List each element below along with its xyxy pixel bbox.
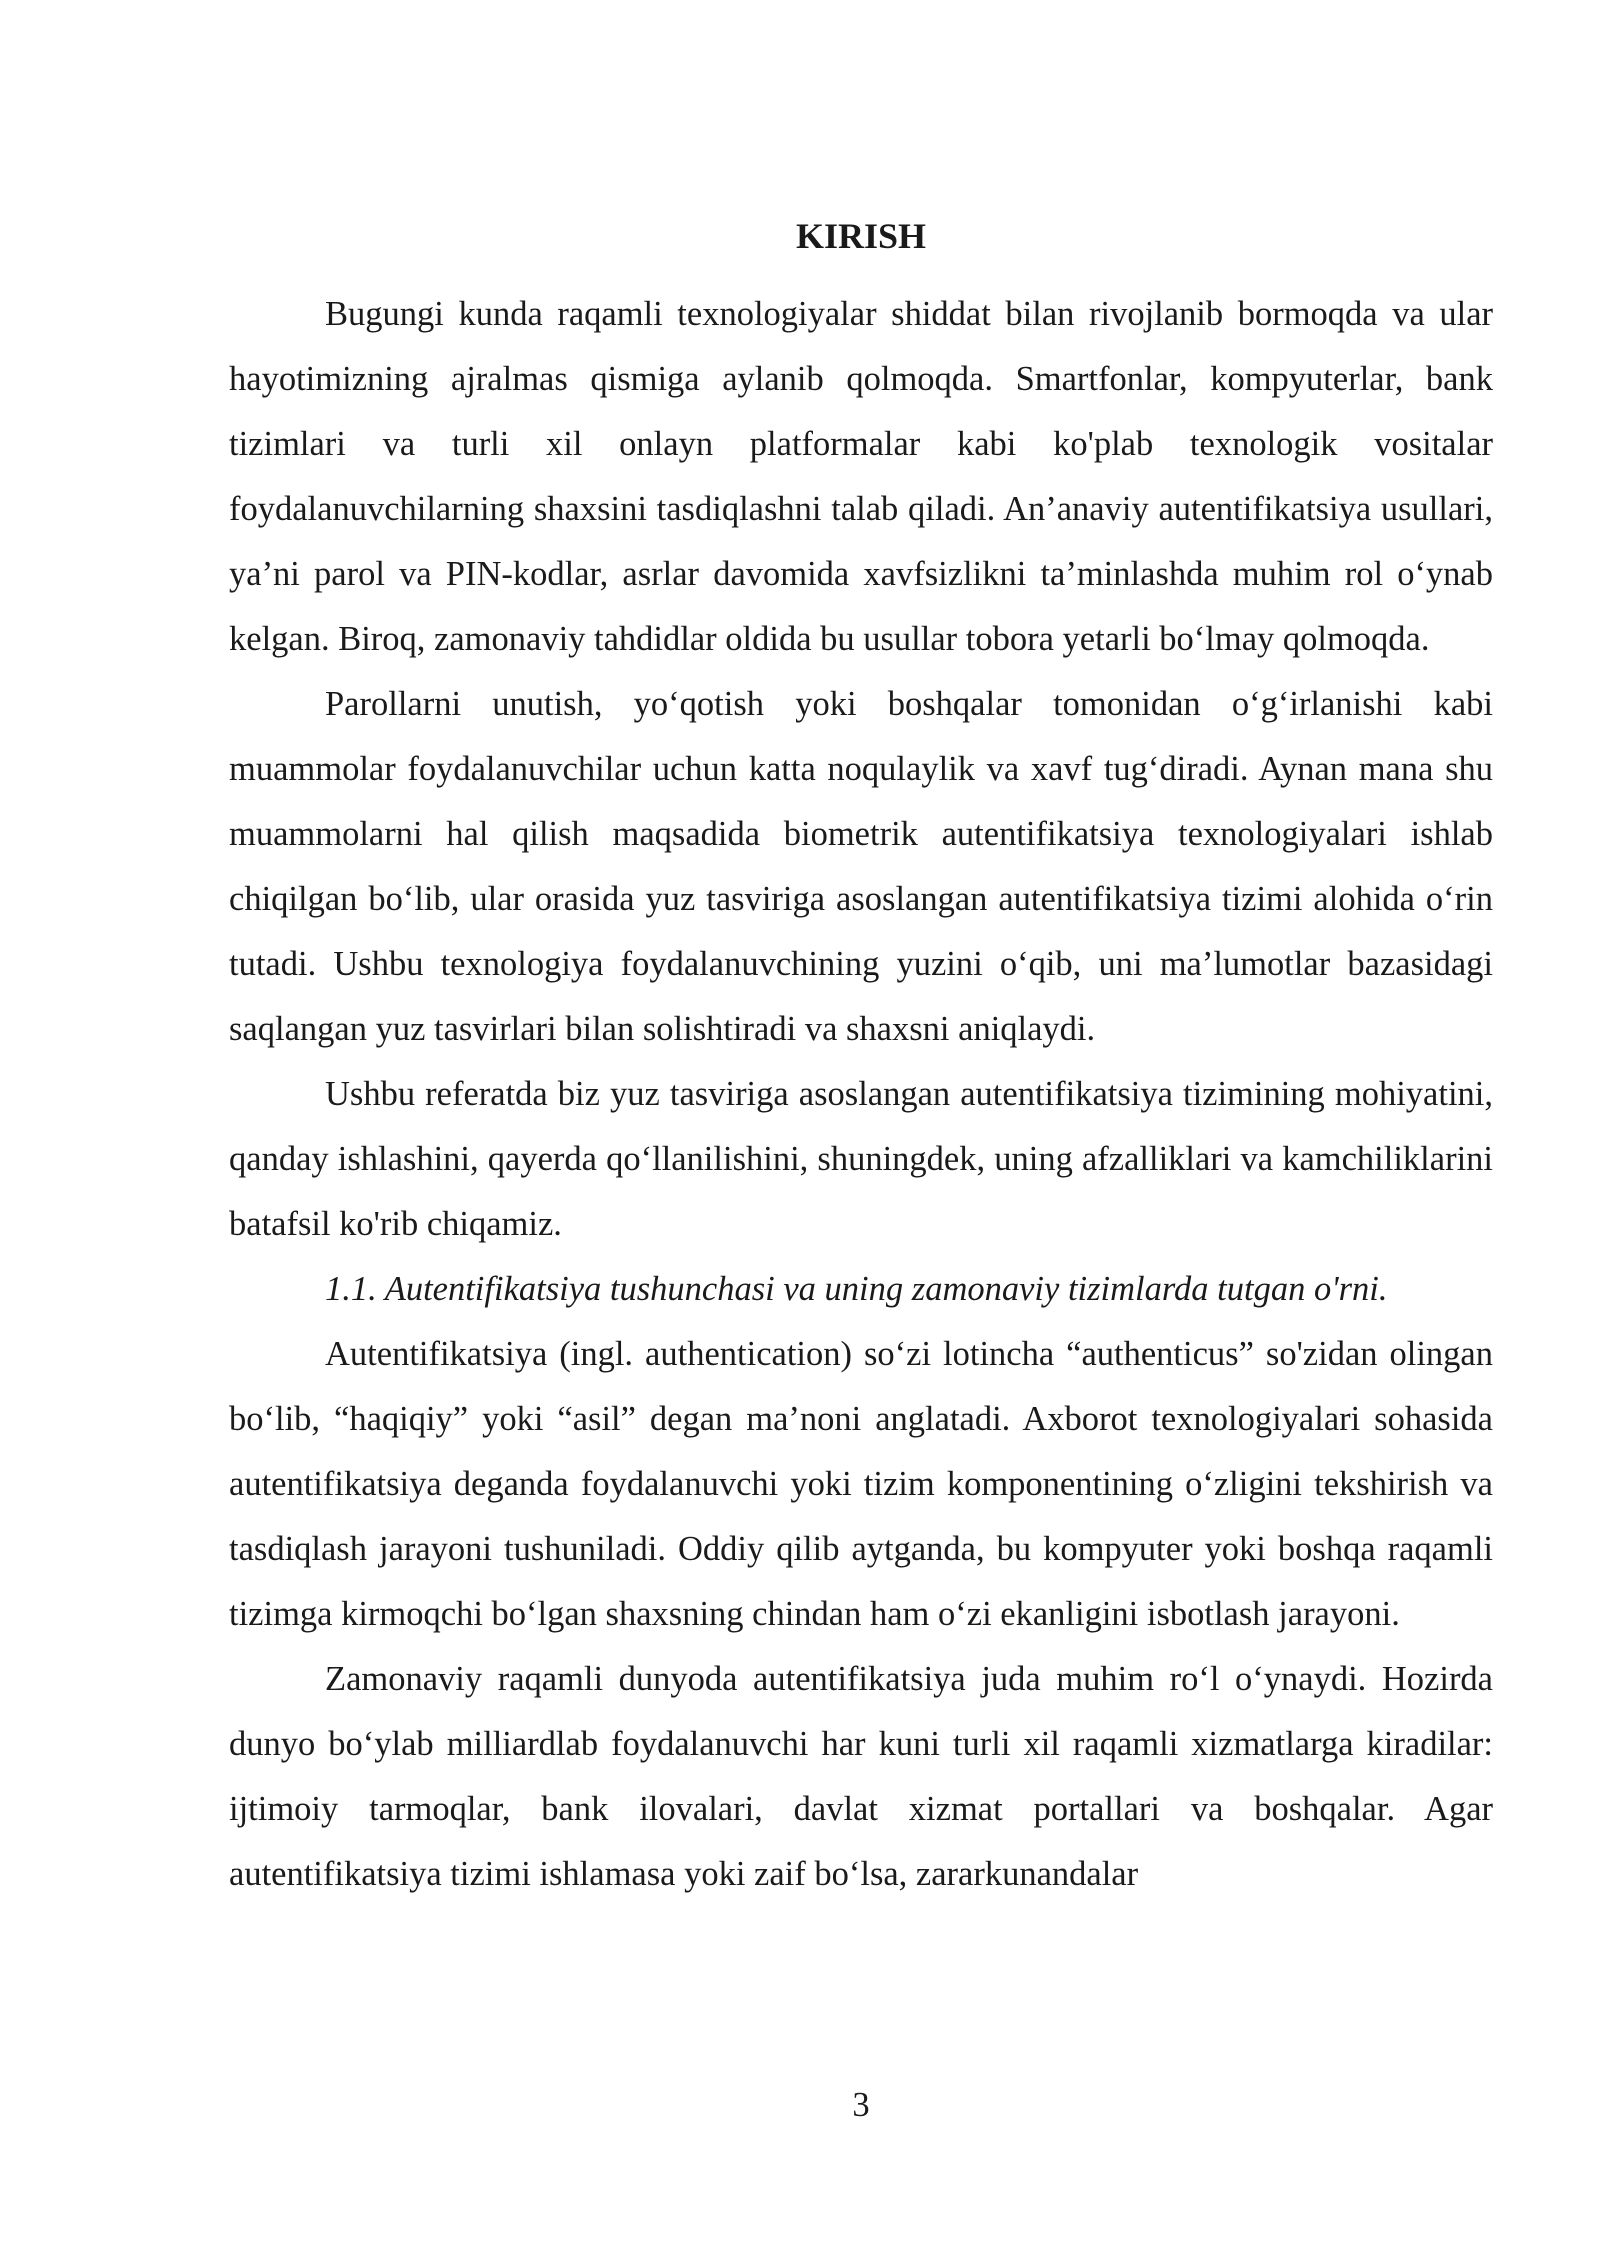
page-number: 3 xyxy=(852,2086,870,2124)
document-page xyxy=(229,0,1493,2262)
page-title: KIRISH xyxy=(795,216,927,256)
section-subheading: 1.1. Autentifikatsiya tushunchasi va uning zamonaviy tizimlarda tutgan o'rni. xyxy=(325,1270,1388,1308)
paragraph-importance: Zamonaviy raqamli dunyoda autentifikatsiya juda muhim roʻl oʻynaydi. Hozirda dunyo boʻylab milliardlab foydalanuvchi har kuni turli xil raqamli xizmatlarga kiradilar: ijtimoiy tarmoqlar, bank ilovalari, davlat xizmat portallari va boshqalar. Agar autentifikatsiya tizimi ishlamasa yoki zaif boʻlsa, zararkunandalar xyxy=(229,1660,1493,1893)
paragraph-problems: Parollarni unutish, yoʻqotish yoki boshqalar tomonidan oʻgʻirlanishi kabi muammolar foydalanuvchilar uchun katta noqulaylik va xavf tugʻdiradi. Aynan mana shu muammolarni hal qilish maqsadida biometrik autentifikatsiya texnologiyalari ishlab chiqilgan boʻlib, ular orasida yuz tasviriga asoslangan autentifikatsiya tizimi alohida oʻrin tutadi. Ushbu texnologiya foydalanuvchining yuzini oʻqib, uni ma’lumotlar bazasidagi saqlangan yuz tasvirlari bilan solishtiradi va shaxsni aniqlaydi. xyxy=(229,685,1493,1048)
document-body xyxy=(229,282,1493,1907)
paragraph-intro: Bugungi kunda raqamli texnologiyalar shiddat bilan rivojlanib bormoqda va ular hayotimizning ajralmas qismiga aylanib qolmoqda. Smartfonlar, kompyuterlar, bank tizimlari va turli xil onlayn platformalar kabi ko'plab texnologik vositalar foydalanuvchilarning shaxsini tasdiqlashni talab qiladi. An’anaviy autentifikatsiya usullari, ya’ni parol va PIN-kodlar, asrlar davomida xavfsizlikni ta’minlashda muhim rol oʻynab kelgan. Biroq, zamonaviy tahdidlar oldida bu usullar tobora yetarli boʻlmay qolmoqda. xyxy=(229,295,1493,658)
paragraph-definition: Autentifikatsiya (ingl. authentication) soʻzi lotincha “authenticus” so'zidan olingan boʻlib, “haqiqiy” yoki “asil” degan ma’noni anglatadi. Axborot texnologiyalari sohasida autentifikatsiya deganda foydalanuvchi yoki tizim komponentining oʻzligini tekshirish va tasdiqlash jarayoni tushuniladi. Oddiy qilib aytganda, bu kompyuter yoki boshqa raqamli tizimga kirmoqchi boʻlgan shaxsning chindan ham oʻzi ekanligini isbotlash jarayoni. xyxy=(229,1335,1493,1633)
paragraph-scope: Ushbu referatda biz yuz tasviriga asoslangan autentifikatsiya tizimining mohiyatini, qanday ishlashini, qayerda qoʻllanilishini, shuningdek, uning afzalliklari va kamchiliklarini batafsil ko'rib chiqamiz. xyxy=(229,1075,1493,1243)
